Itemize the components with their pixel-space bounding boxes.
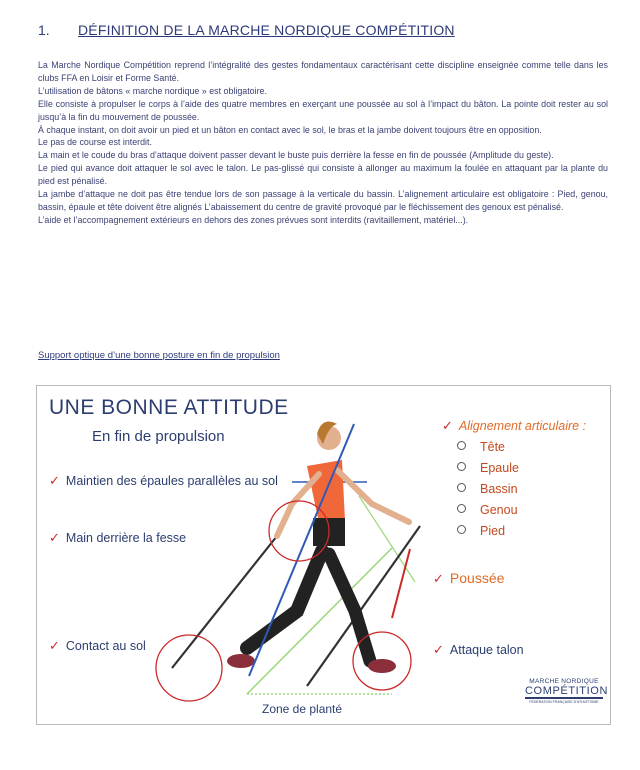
pousse-label: ✓ Poussée [433,570,505,586]
check-icon: ✓ [49,638,60,653]
contact-label: ✓ Contact au sol [49,638,146,653]
list-item: Genou [457,503,519,524]
bullet-icon [457,483,466,492]
logo: MARCHE NORDIQUE COMPÉTITION FÉDÉRATION FRANÇAISE D'ATHLÉTISME [525,678,608,704]
shoulders-label: ✓ Maintien des épaules parallèles au sol [49,473,278,488]
paragraph: À chaque instant, on doit avoir un pied et un bâton en contact avec le sol, le bras et la jambe doivent toujours être en opposition. [38,124,542,135]
posture-figure [36,385,611,725]
check-icon: ✓ [433,571,444,586]
list-item: Pied [457,524,519,545]
paragraph: La main et le coude du bras d’attaque doivent passer devant le buste puis derrière la fesse en fin de poussée (Amplitude du geste). [38,150,554,161]
front-arm [337,470,409,522]
paragraph: Le pas de course est interdit. [38,137,152,148]
bullet-icon [457,441,466,450]
paragraph: La jambe d’attaque ne doit pas être tendue lors de son passage à la verticale du bassin. L’alignement articulaire est obligatoire : Pied, genou, bassin, épaule et tête doivent être alignés L’abaissement du centre de gravité provoqué par le fléchissement des genoux est pénalisé. [38,189,608,212]
hand-label: ✓ Main derrière la fesse [49,530,187,545]
check-icon: ✓ [442,418,453,433]
bullet-icon [457,462,466,471]
front-shoe [368,659,396,673]
paragraph: Le pied qui avance doit attaquer le sol avec le talon. Le pas-glissé qui consiste à allonger au maximum la foulée en attaquant par la plante du pied est pénalisé. [38,163,608,187]
section-title: DÉFINITION DE LA MARCHE NORDIQUE COMPÉTITION [78,22,455,38]
attaque-label: ✓ Attaque talon [433,642,524,657]
list-item: Tête [457,440,519,461]
alignment-list [457,440,519,545]
paragraph: La Marche Nordique Compétition reprend l’intégralité des gestes fondamentaux caractérisant cette discipline enseignée comme telle dans les clubs FFA en Loisir et Forme Santé. [38,60,608,83]
figure-caption: Support optique d’une bonne posture en fin de propulsion [38,350,280,361]
check-icon: ✓ [49,473,60,488]
paragraph: L’aide et l’accompagnement extérieurs en dehors des zones prévues sont interdits (ravitaillement, matériel...). [38,214,469,225]
bullet-icon [457,525,466,534]
check-icon: ✓ [433,642,444,657]
list-item: Epaule [457,461,519,482]
figure-subtitle: En fin de propulsion [92,428,225,445]
rear-shoe [227,654,255,668]
alignment-title: ✓ Alignement articulaire : [442,418,587,433]
push-line [392,549,410,618]
bullet-icon [457,504,466,513]
check-icon: ✓ [49,530,60,545]
list-item: Bassin [457,482,519,503]
rear-leg [247,551,322,648]
section-heading [38,22,455,38]
paragraph: L’utilisation de bâtons « marche nordique » est obligatoire. [38,85,267,96]
definition-text [38,59,608,227]
section-number: 1. [38,22,50,38]
zone-label: Zone de planté [262,702,343,716]
paragraph: Elle consiste à propulser le corps à l’aide des quatre membres en exerçant une poussée au sol à l’impact du bâton. La pointe doit rester au sol jusqu’à la fin du mouvement de poussée. [38,98,608,122]
figure-title: UNE BONNE ATTITUDE [49,396,289,419]
